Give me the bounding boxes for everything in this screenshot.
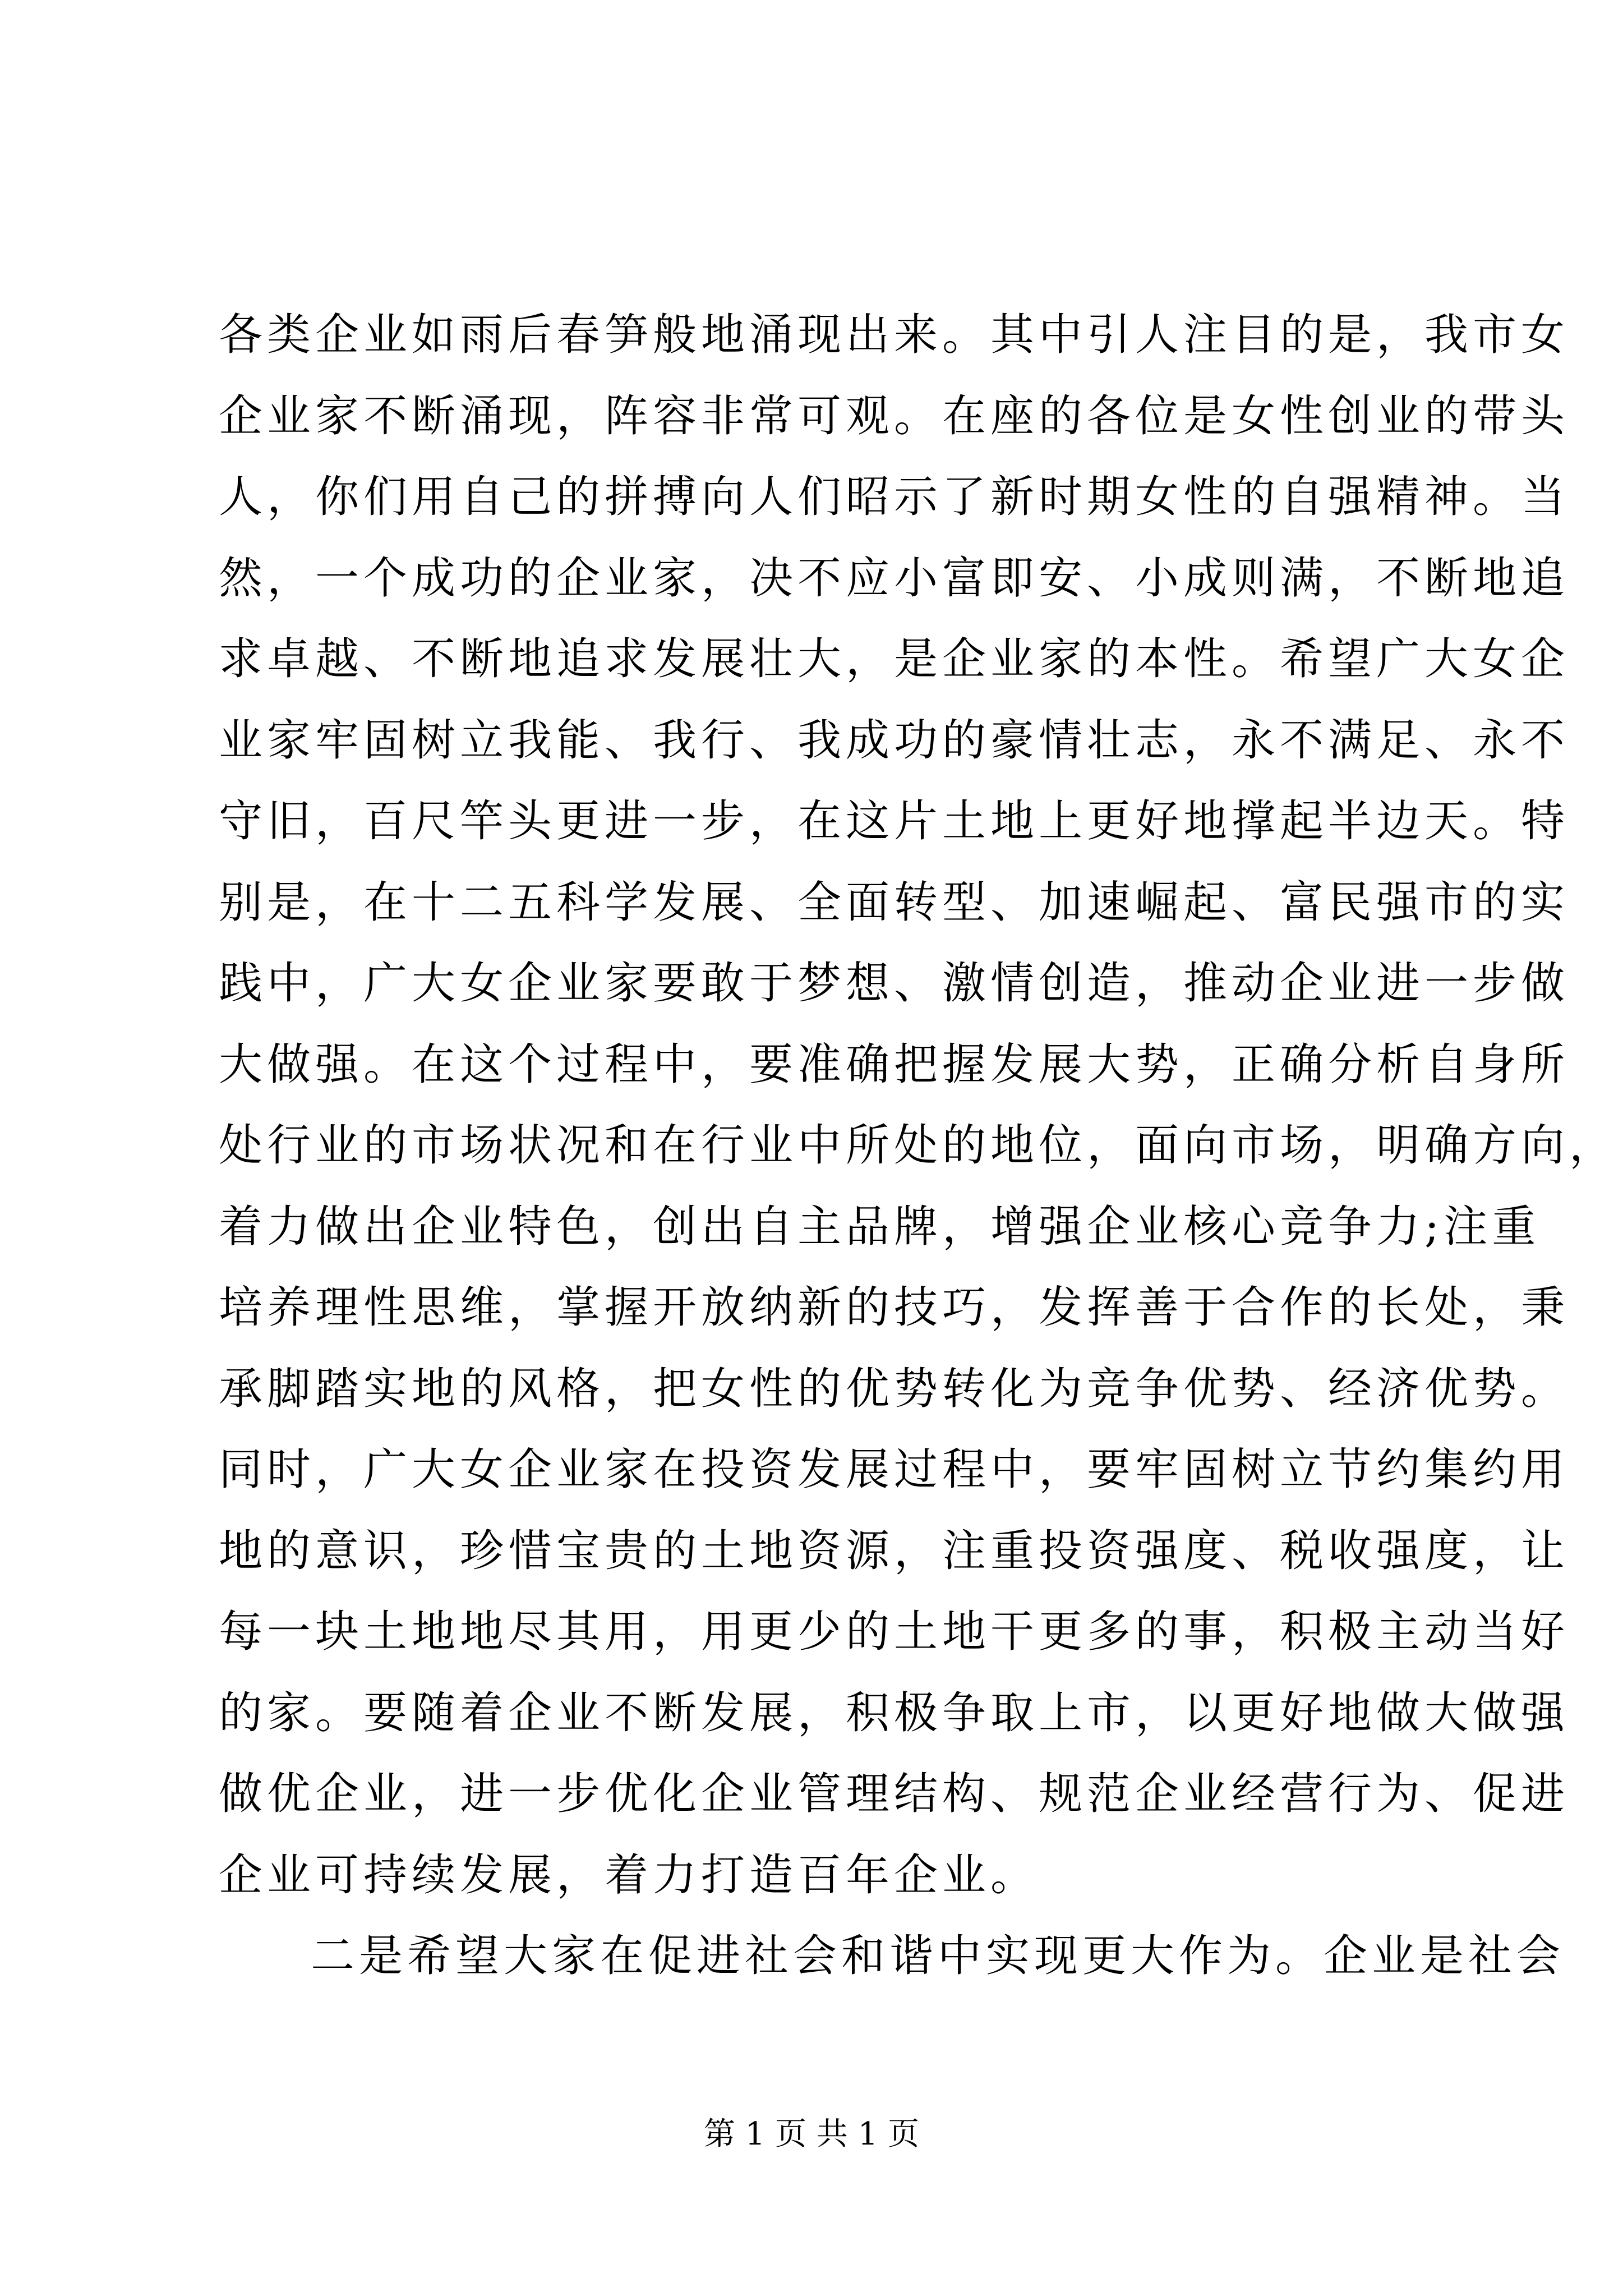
text-line: 人，你们用自己的拼搏向人们昭示了新时期女性的自强精神。当 — [219, 472, 1570, 522]
text-line: 企业可持续发展，着力打造百年企业。 — [219, 1849, 1039, 1901]
text-line: 培养理性思维，掌握开放纳新的技巧，发挥善于合作的长处，秉 — [219, 1282, 1570, 1333]
text-line: 处行业的市场状况和在行业中所处的地位，面向市场，明确方向， — [219, 1120, 1618, 1171]
text-line: 守旧，百尺竿头更进一步，在这片土地上更好地撑起半边天。特 — [219, 796, 1570, 846]
text-line: 每一块土地地尽其用，用更少的土地干更多的事，积极主动当好 — [219, 1607, 1570, 1657]
text-line: 着力做出企业特色，创出自主品牌，增强企业核心竞争力;注重 — [219, 1201, 1541, 1252]
text-line: 然，一个成功的企业家，决不应小富即安、小成则满，不断地追 — [219, 553, 1570, 604]
text-line: 的家。要随着企业不断发展，积极争取上市，以更好地做大做强 — [219, 1687, 1570, 1738]
text-line: 同时，广大女企业家在投资发展过程中，要牢固树立节约集约用 — [219, 1444, 1570, 1495]
text-line: 企业家不断涌现，阵容非常可观。在座的各位是女性创业的带头 — [219, 390, 1570, 441]
body-text — [219, 295, 1618, 1997]
text-line: 求卓越、不断地追求发展壮大，是企业家的本性。希望广大女企 — [219, 634, 1570, 684]
text-line: 业家牢固树立我能、我行、我成功的豪情壮志，永不满足、永不 — [219, 715, 1570, 766]
page-footer: 第 1 页 共 1 页 — [703, 2116, 920, 2152]
text-line: 做优企业，进一步优化企业管理结构、规范企业经营行为、促进 — [219, 1769, 1570, 1819]
text-line: 地的意识，珍惜宝贵的土地资源，注重投资强度、税收强度，让 — [219, 1525, 1570, 1576]
text-line: 大做强。在这个过程中，要准确把握发展大势，正确分析自身所 — [219, 1039, 1570, 1090]
text-line: 各类企业如雨后春笋般地涌现出来。其中引人注目的是，我市女 — [219, 310, 1570, 360]
text-line: 承脚踏实地的风格，把女性的优势转化为竞争优势、经济优势。 — [219, 1363, 1570, 1414]
text-line: 践中，广大女企业家要敢于梦想、激情创造，推动企业进一步做 — [219, 958, 1570, 1009]
text-line-paragraph-start: 二是希望大家在促进社会和谐中实现更大作为。企业是社会 — [311, 1931, 1565, 1981]
text-line: 别是，在十二五科学发展、全面转型、加速崛起、富民强市的实 — [219, 877, 1570, 928]
